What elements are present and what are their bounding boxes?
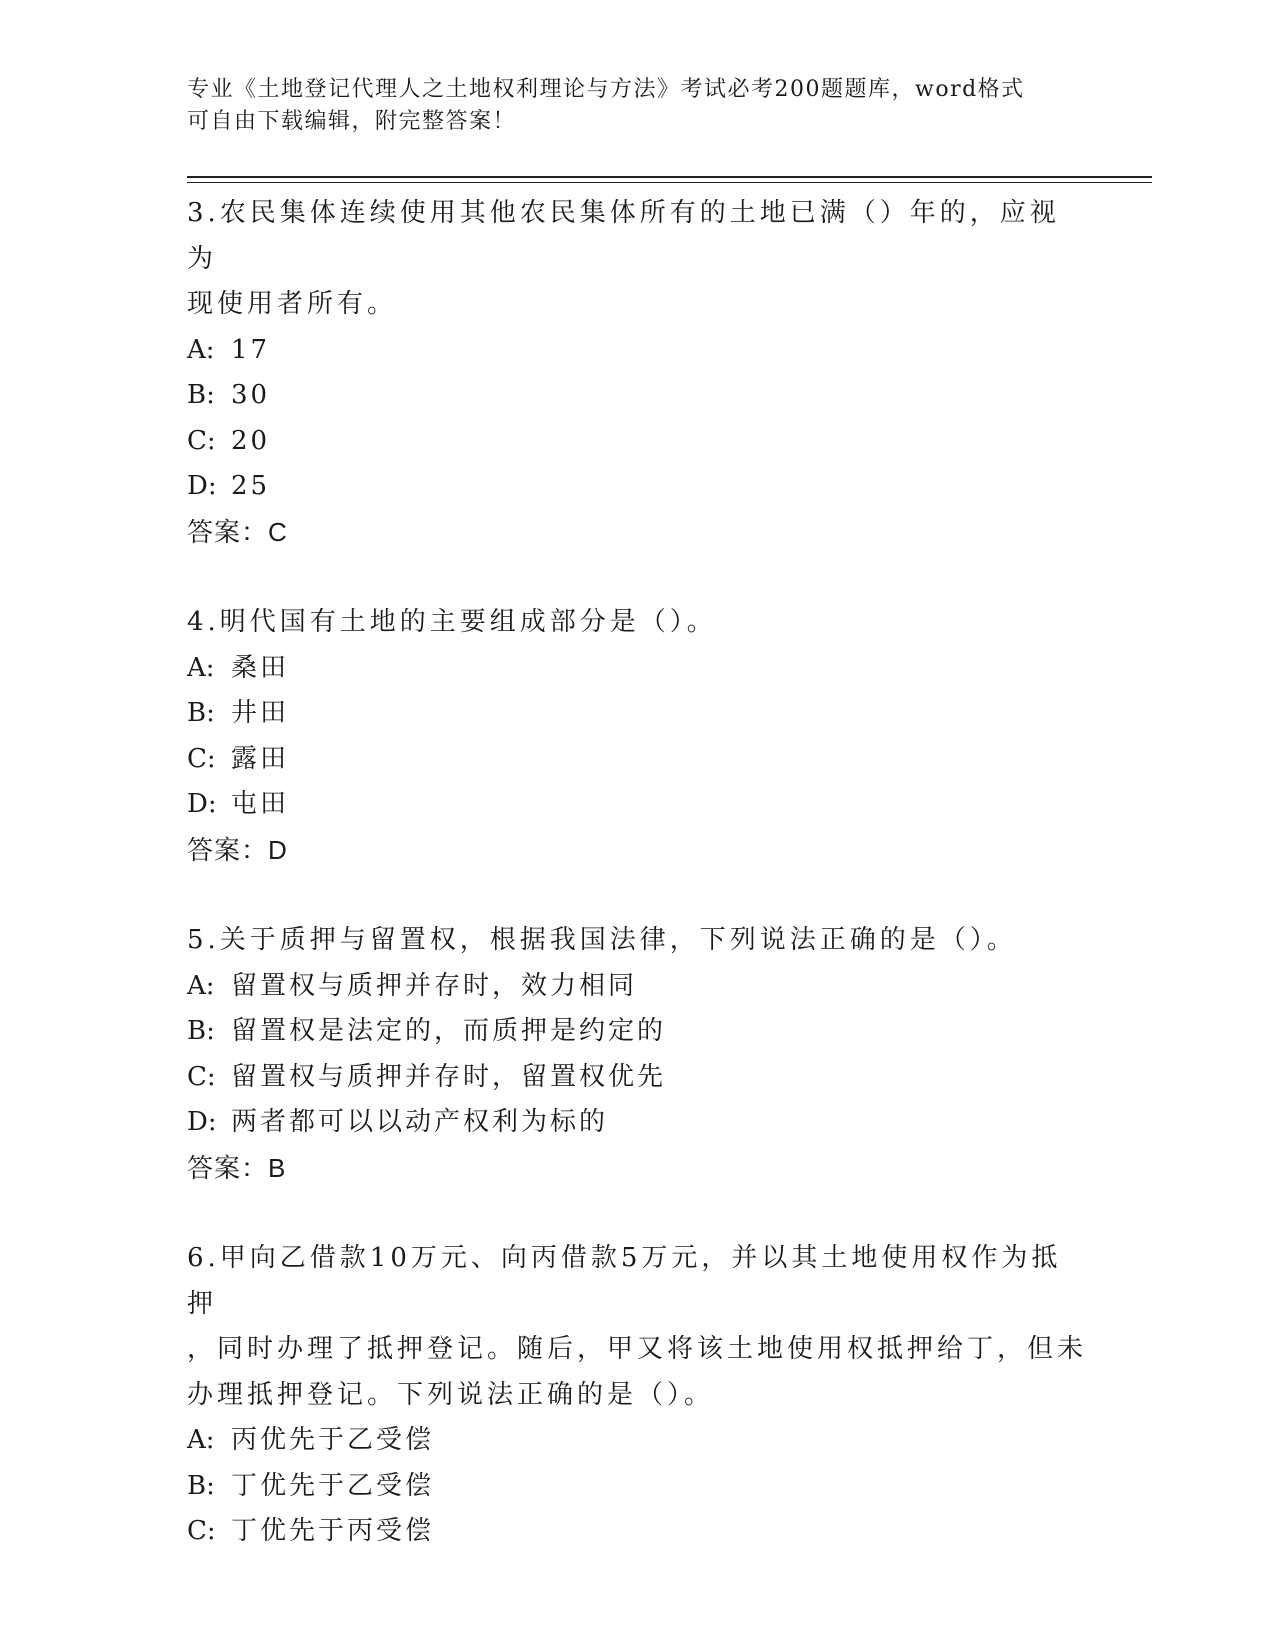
- question-item: [187, 600, 1087, 873]
- option-a: [187, 1418, 1087, 1464]
- option-text: 留置权与质押并存时，留置权优先: [231, 1061, 667, 1092]
- option-c: [187, 419, 1087, 465]
- option-a: [187, 964, 1087, 1010]
- option-letter: A:: [187, 652, 215, 683]
- option-text: 20: [231, 425, 271, 456]
- option-c: [187, 737, 1087, 783]
- question-item: [187, 918, 1087, 1191]
- header-divider-thick: [187, 176, 1152, 178]
- option-b: [187, 373, 1087, 419]
- option-d: [187, 464, 1087, 510]
- option-letter: C:: [187, 1061, 216, 1092]
- option-c: [187, 1509, 1087, 1555]
- option-b: [187, 1009, 1087, 1055]
- option-letter: B:: [187, 698, 215, 728]
- option-letter: B:: [187, 1470, 215, 1501]
- option-text: 桑田: [231, 652, 290, 683]
- option-letter: C:: [187, 425, 216, 456]
- option-a: [187, 328, 1087, 374]
- option-text: 屯田: [231, 789, 290, 819]
- question-text: 6.甲向乙借款10万元、向丙借款5万元，并以其土地使用权作为抵押: [187, 1243, 1062, 1319]
- option-text: 两者都可以以动产权利为标的: [231, 1107, 609, 1137]
- question-text: 4.明代国有土地的主要组成部分是（）。: [187, 607, 717, 637]
- option-text: 井田: [231, 698, 290, 728]
- header-line-2: 可自由下载编辑，附完整答案！: [187, 109, 517, 134]
- option-text: 30: [231, 380, 271, 410]
- answer-label: 答案：D: [187, 834, 288, 865]
- option-text: 留置权与质押并存时，效力相同: [231, 970, 638, 1001]
- document-header: [187, 74, 1067, 138]
- option-text: 留置权是法定的，而质押是约定的: [231, 1016, 667, 1046]
- answer-label: 答案：C: [187, 516, 288, 547]
- option-d: [187, 1100, 1087, 1146]
- question-text-continued: 现使用者所有。: [187, 289, 398, 319]
- answer-label: 答案：B: [187, 1152, 287, 1183]
- header-line-1: 专业《土地登记代理人之土地权利理论与方法》考试必考200题题库，word格式: [187, 77, 1025, 102]
- option-text: 17: [231, 334, 271, 365]
- option-text: 25: [231, 471, 271, 501]
- option-letter: A:: [187, 334, 215, 365]
- question-list: [187, 191, 1087, 1600]
- option-b: [187, 691, 1087, 737]
- option-letter: B:: [187, 380, 215, 410]
- option-letter: A:: [187, 970, 215, 1001]
- option-d: [187, 782, 1087, 828]
- option-letter: D:: [187, 471, 217, 501]
- option-b: [187, 1464, 1087, 1510]
- option-a: [187, 646, 1087, 692]
- question-text-continued: 办理抵押登记。下列说法正确的是（）。: [187, 1379, 715, 1410]
- option-text: 丁优先于乙受偿: [231, 1470, 435, 1501]
- option-letter: B:: [187, 1016, 215, 1046]
- option-text: 露田: [231, 743, 290, 774]
- option-letter: D:: [187, 1107, 217, 1137]
- option-letter: D:: [187, 789, 217, 819]
- option-letter: C:: [187, 1516, 216, 1546]
- option-letter: A:: [187, 1425, 215, 1455]
- option-c: [187, 1055, 1087, 1101]
- question-text: 5.关于质押与留置权，根据我国法律，下列说法正确的是（）。: [187, 925, 1017, 955]
- question-text-continued: ，同时办理了抵押登记。随后，甲又将该土地使用权抵押给丁，但未: [187, 1334, 1088, 1364]
- option-text: 丁优先于丙受偿: [231, 1516, 435, 1546]
- option-letter: C:: [187, 743, 216, 774]
- header-divider-thin: [187, 182, 1152, 183]
- question-item: [187, 1236, 1087, 1555]
- question-item: [187, 191, 1087, 555]
- option-text: 丙优先于乙受偿: [231, 1425, 435, 1455]
- question-text: 3.农民集体连续使用其他农民集体所有的土地已满（）年的，应视为: [187, 198, 1060, 274]
